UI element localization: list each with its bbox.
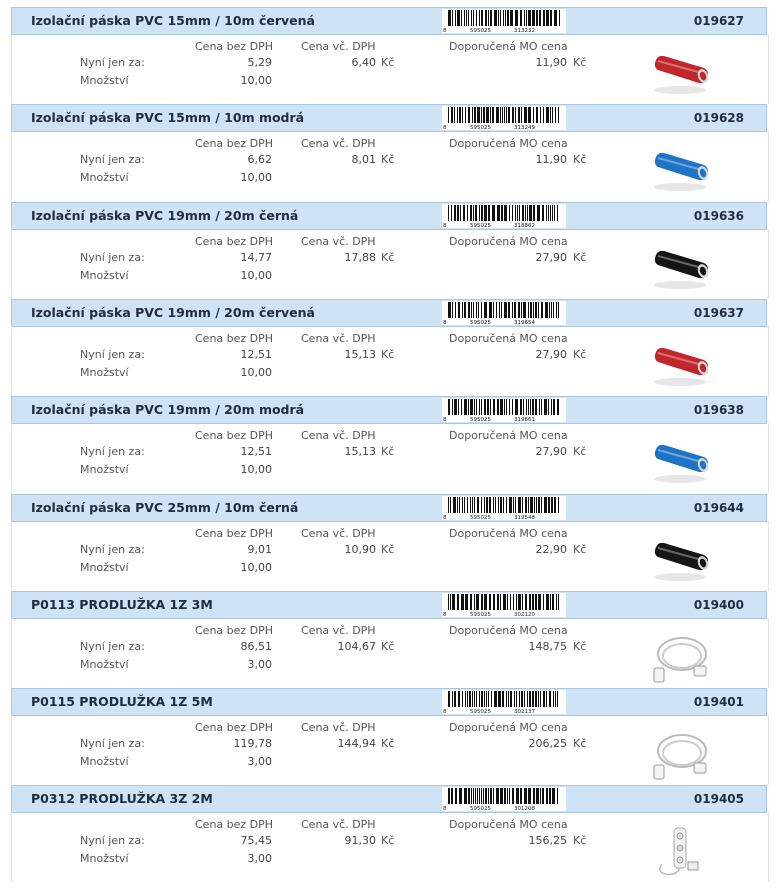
product-name[interactable]: P0312 PRODLUŽKA 3Z 2M [31,791,213,806]
quantity-label: Množství [80,561,129,574]
currency-label: Kč [573,348,587,361]
price-excl-value: 6,62 [247,153,272,166]
product-card [11,396,767,493]
barcode-digit-prefix: 8 [443,612,447,617]
quantity-label: Množství [80,171,129,184]
price-excl-value: 75,45 [240,834,272,847]
currency-label: Kč [573,543,587,556]
price-excl-value: 9,01 [247,543,272,556]
recommended-price-value: 27,90 [535,445,567,458]
recommended-price-header: Doporučená MO cena [449,429,568,442]
product-details [11,229,769,299]
currency-label: Kč [381,153,395,166]
now-only-label: Nyní jen za: [80,251,145,264]
quantity-value: 10,00 [240,269,272,282]
price-excl-header: Cena bez DPH [195,235,274,248]
quantity-label: Množství [80,74,129,87]
product-card [11,494,767,591]
quantity-label: Množství [80,269,129,282]
price-excl-value: 86,51 [240,640,272,653]
product-details [11,326,769,396]
recommended-price-value: 206,25 [528,737,567,750]
recommended-price-value: 27,90 [535,348,567,361]
product-name[interactable]: Izolační páska PVC 19mm / 20m černá [31,208,299,223]
barcode [442,593,566,617]
barcode-digit-prefix: 8 [443,125,447,130]
barcode-digit-group: 595025 [470,417,491,422]
quantity-label: Množství [80,366,129,379]
currency-label: Kč [381,445,395,458]
quantity-label: Množství [80,755,129,768]
now-only-label: Nyní jen za: [80,543,145,556]
recommended-price-header: Doporučená MO cena [449,624,568,637]
barcode [442,106,566,130]
quantity-value: 3,00 [247,852,272,865]
price-incl-header: Cena vč. DPH [301,624,376,637]
recommended-price-value: 156,25 [528,834,567,847]
barcode-digit-prefix: 8 [443,28,447,33]
extension-cord-icon[interactable] [644,630,714,686]
quantity-value: 10,00 [240,561,272,574]
extension-cord-icon[interactable] [644,727,714,783]
price-incl-value: 15,13 [344,445,376,458]
product-card [11,785,767,882]
price-incl-header: Cena vč. DPH [301,235,376,248]
currency-label: Kč [381,737,395,750]
currency-label: Kč [381,348,395,361]
now-only-label: Nyní jen za: [80,640,145,653]
barcode [442,787,566,811]
quantity-label: Množství [80,852,129,865]
tape-blue-icon[interactable] [644,143,714,199]
barcode-digit-group: 595025 [470,28,491,33]
product-header [11,785,767,813]
product-header [11,494,767,522]
now-only-label: Nyní jen za: [80,56,145,69]
product-card [11,591,767,688]
product-code: 019644 [693,501,744,515]
price-incl-value: 8,01 [351,153,376,166]
currency-label: Kč [573,153,587,166]
price-incl-header: Cena vč. DPH [301,40,376,53]
product-code: 019637 [693,306,744,320]
now-only-label: Nyní jen za: [80,348,145,361]
barcode [442,204,566,228]
product-name[interactable]: P0115 PRODLUŽKA 1Z 5M [31,694,213,709]
price-incl-value: 104,67 [337,640,376,653]
price-excl-header: Cena bez DPH [195,721,274,734]
barcode-digit-group: 595025 [470,709,491,714]
product-code: 019401 [693,695,744,709]
price-incl-value: 10,90 [344,543,376,556]
quantity-label: Množství [80,463,129,476]
barcode-digit-prefix: 8 [443,806,447,811]
product-card [11,688,767,785]
barcode-digit-group: 313249 [514,125,535,130]
product-details [11,618,769,688]
tape-red-icon[interactable] [644,46,714,102]
price-incl-header: Cena vč. DPH [301,332,376,345]
recommended-price-value: 148,75 [528,640,567,653]
recommended-price-value: 27,90 [535,251,567,264]
quantity-label: Množství [80,658,129,671]
product-details [11,34,769,104]
currency-label: Kč [573,640,587,653]
product-name[interactable]: Izolační páska PVC 25mm / 10m černá [31,500,299,515]
barcode-digit-group: 319548 [514,515,535,520]
barcode-digit-group: 302137 [514,709,535,714]
product-header [11,104,767,132]
price-excl-value: 14,77 [240,251,272,264]
barcode [442,496,566,520]
barcode-digit-prefix: 8 [443,320,447,325]
quantity-value: 10,00 [240,171,272,184]
recommended-price-value: 11,90 [535,56,567,69]
product-details [11,423,769,493]
recommended-price-header: Doporučená MO cena [449,137,568,150]
barcode-digit-group: 319661 [514,417,535,422]
quantity-value: 3,00 [247,755,272,768]
product-header [11,591,767,619]
product-card [11,7,767,104]
product-code: 019400 [693,598,744,612]
barcode-digit-group: 595025 [470,806,491,811]
price-incl-header: Cena vč. DPH [301,721,376,734]
product-details [11,812,769,882]
product-header [11,299,767,327]
product-code: 019405 [693,792,744,806]
now-only-label: Nyní jen za: [80,737,145,750]
currency-label: Kč [381,56,395,69]
product-name[interactable]: Izolační páska PVC 19mm / 20m modrá [31,402,305,417]
now-only-label: Nyní jen za: [80,834,145,847]
price-excl-header: Cena bez DPH [195,429,274,442]
now-only-label: Nyní jen za: [80,153,145,166]
product-code: 019628 [693,111,744,125]
price-excl-header: Cena bez DPH [195,624,274,637]
barcode-digit-group: 313232 [514,28,535,33]
price-incl-value: 6,40 [351,56,376,69]
price-excl-value: 119,78 [233,737,272,750]
quantity-value: 10,00 [240,74,272,87]
product-name[interactable]: Izolační páska PVC 15mm / 10m červená [31,13,315,28]
barcode-digit-group: 595025 [470,125,491,130]
recommended-price-header: Doporučená MO cena [449,40,568,53]
price-excl-header: Cena bez DPH [195,527,274,540]
barcode-digit-prefix: 8 [443,223,447,228]
price-excl-header: Cena bez DPH [195,137,274,150]
price-incl-header: Cena vč. DPH [301,818,376,831]
barcode [442,301,566,325]
recommended-price-header: Doporučená MO cena [449,818,568,831]
barcode-digit-group: 595025 [470,320,491,325]
price-incl-value: 91,30 [344,834,376,847]
recommended-price-header: Doporučená MO cena [449,332,568,345]
product-header [11,202,767,230]
currency-label: Kč [381,640,395,653]
barcode-digit-group: 302120 [514,612,535,617]
barcode-digit-group: 595025 [470,223,491,228]
product-header [11,688,767,716]
product-name[interactable]: Izolační páska PVC 15mm / 10m modrá [31,110,305,125]
price-incl-header: Cena vč. DPH [301,137,376,150]
currency-label: Kč [573,251,587,264]
price-incl-header: Cena vč. DPH [301,527,376,540]
currency-label: Kč [573,445,587,458]
price-excl-value: 5,29 [247,56,272,69]
price-excl-header: Cena bez DPH [195,40,274,53]
price-incl-value: 15,13 [344,348,376,361]
product-details [11,131,769,201]
currency-label: Kč [573,737,587,750]
tape-blue-icon[interactable] [644,435,714,491]
product-card [11,104,767,201]
product-code: 019638 [693,403,744,417]
barcode-digit-group: 595025 [470,515,491,520]
price-excl-value: 12,51 [240,445,272,458]
recommended-price-value: 22,90 [535,543,567,556]
barcode-digit-group: 319654 [514,320,535,325]
product-code: 019636 [693,209,744,223]
barcode [442,398,566,422]
recommended-price-header: Doporučená MO cena [449,235,568,248]
product-code: 019627 [693,14,744,28]
product-details [11,715,769,785]
currency-label: Kč [573,56,587,69]
barcode-digit-prefix: 8 [443,709,447,714]
currency-label: Kč [381,834,395,847]
barcode-digit-group: 318862 [514,223,535,228]
barcode-digit-prefix: 8 [443,515,447,520]
currency-label: Kč [573,834,587,847]
product-card [11,202,767,299]
barcode [442,9,566,33]
product-header [11,7,767,35]
barcode-digit-group: 301208 [514,806,535,811]
quantity-value: 3,00 [247,658,272,671]
barcode [442,690,566,714]
product-details [11,521,769,591]
barcode-digit-prefix: 8 [443,417,447,422]
price-excl-header: Cena bez DPH [195,332,274,345]
now-only-label: Nyní jen za: [80,445,145,458]
power-strip-icon[interactable] [644,824,714,880]
barcode-digit-group: 595025 [470,612,491,617]
currency-label: Kč [381,251,395,264]
price-excl-value: 12,51 [240,348,272,361]
currency-label: Kč [381,543,395,556]
price-incl-value: 144,94 [337,737,376,750]
quantity-value: 10,00 [240,366,272,379]
product-name[interactable]: P0113 PRODLUŽKA 1Z 3M [31,597,213,612]
tape-black-icon[interactable] [644,533,714,589]
product-card [11,299,767,396]
price-incl-value: 17,88 [344,251,376,264]
recommended-price-header: Doporučená MO cena [449,721,568,734]
price-incl-header: Cena vč. DPH [301,429,376,442]
product-name[interactable]: Izolační páska PVC 19mm / 20m červená [31,305,315,320]
price-excl-header: Cena bez DPH [195,818,274,831]
recommended-price-value: 11,90 [535,153,567,166]
quantity-value: 10,00 [240,463,272,476]
product-header [11,396,767,424]
recommended-price-header: Doporučená MO cena [449,527,568,540]
tape-red-icon[interactable] [644,338,714,394]
tape-black-icon[interactable] [644,241,714,297]
